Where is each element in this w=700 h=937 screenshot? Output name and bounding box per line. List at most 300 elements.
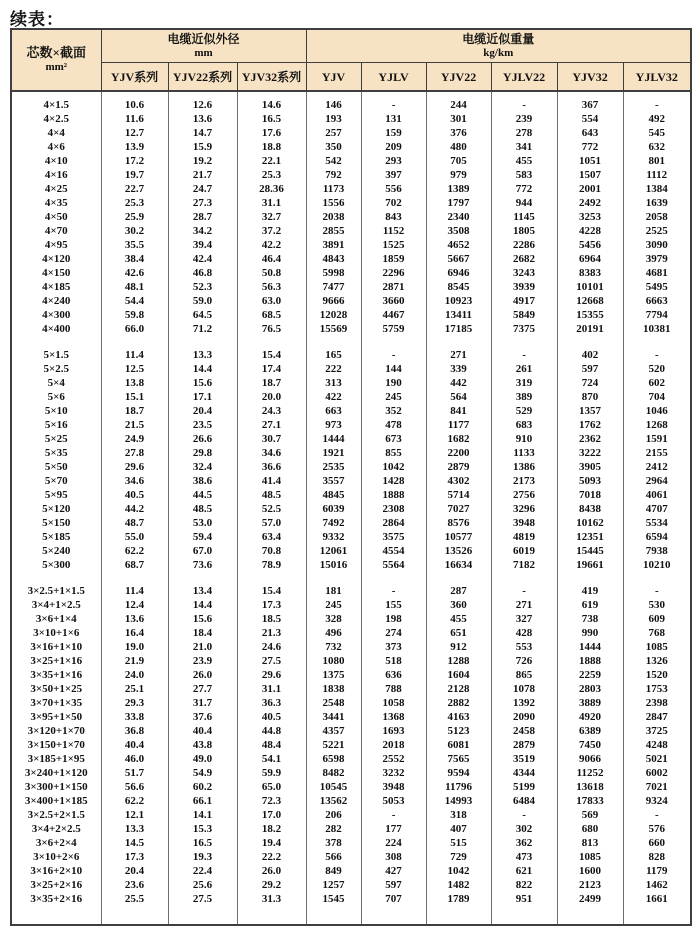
value-cell: 4467 [361,308,426,322]
value-cell: 27.3 [168,196,237,210]
value-cell: 42.6 [101,266,168,280]
value-cell: 13618 [557,780,623,794]
value-cell: 1859 [361,252,426,266]
value-cell: 301 [426,112,491,126]
value-cell: 1661 [623,892,691,906]
value-cell: 828 [623,850,691,864]
value-cell [491,336,557,348]
value-cell: 1368 [361,710,426,724]
value-cell: 1444 [306,432,361,446]
value-cell [168,906,237,925]
value-cell: 732 [306,640,361,654]
column-group-outer-diameter-label: 电缆近似外径 [167,32,240,46]
value-cell: 1753 [623,682,691,696]
value-cell: 1078 [491,682,557,696]
value-cell: 65.0 [237,780,306,794]
value-cell: 16.5 [168,836,237,850]
value-cell: 4652 [426,238,491,252]
value-cell: 37.2 [237,224,306,238]
value-cell: 48.7 [101,516,168,530]
value-cell: 2535 [306,460,361,474]
value-cell: 529 [491,404,557,418]
value-cell [361,91,426,98]
value-cell [623,91,691,98]
value-cell: 40.5 [101,488,168,502]
value-cell: 22.4 [168,864,237,878]
value-cell: 990 [557,626,623,640]
value-cell: 48.1 [101,280,168,294]
value-cell: 31.7 [168,696,237,710]
value-cell: 287 [426,584,491,598]
table-row [11,668,691,682]
value-cell: 17.2 [101,154,168,168]
value-cell: 1797 [426,196,491,210]
value-cell: 9066 [557,752,623,766]
spec-cell: 5×150 [11,516,101,530]
value-cell: 3948 [361,780,426,794]
value-cell: 144 [361,362,426,376]
table-row [11,696,691,710]
value-cell: 27.1 [237,418,306,432]
value-cell: 455 [491,154,557,168]
value-cell: 442 [426,376,491,390]
value-cell: 271 [426,348,491,362]
value-cell: 683 [491,418,557,432]
spec-cell [11,336,101,348]
value-cell: 16.5 [237,112,306,126]
value-cell: 1112 [623,168,691,182]
spec-cell: 3×4+2×2.5 [11,822,101,836]
value-cell: 31.1 [237,682,306,696]
value-cell: 6002 [623,766,691,780]
column-header-yjv: YJV [306,63,361,92]
value-cell: 32.4 [168,460,237,474]
value-cell: 10545 [306,780,361,794]
table-row [11,252,691,266]
value-cell: 36.8 [101,724,168,738]
value-cell: 46.8 [168,266,237,280]
value-cell: 30.7 [237,432,306,446]
value-cell: 13.3 [168,348,237,362]
value-cell: 619 [557,598,623,612]
value-cell: 206 [306,808,361,822]
table-row [11,502,691,516]
value-cell: - [491,98,557,112]
value-cell: 2847 [623,710,691,724]
value-cell: 10210 [623,558,691,572]
value-cell: 707 [361,892,426,906]
value-cell: 5534 [623,516,691,530]
spec-cell: 3×10+1×6 [11,626,101,640]
value-cell: 282 [306,822,361,836]
value-cell: 367 [557,98,623,112]
value-cell: 2200 [426,446,491,460]
value-cell: 944 [491,196,557,210]
value-cell: 56.3 [237,280,306,294]
table-row [11,654,691,668]
value-cell: 609 [623,612,691,626]
value-cell: 13.9 [101,140,168,154]
value-cell: 22.1 [237,154,306,168]
value-cell: 496 [306,626,361,640]
value-cell: 12.1 [101,808,168,822]
value-cell: 5199 [491,780,557,794]
value-cell: 257 [306,126,361,140]
value-cell: 4845 [306,488,361,502]
table-row [11,544,691,558]
value-cell: 72.3 [237,794,306,808]
value-cell: 352 [361,404,426,418]
value-cell: 9666 [306,294,361,308]
value-cell: - [361,98,426,112]
spec-cell: 4×4 [11,126,101,140]
value-cell: 3557 [306,474,361,488]
value-cell: 2259 [557,668,623,682]
value-cell: 34.6 [101,474,168,488]
value-cell: 973 [306,418,361,432]
value-cell: 4819 [491,530,557,544]
table-row [11,752,691,766]
value-cell: 9332 [306,530,361,544]
value-cell: 244 [426,98,491,112]
value-cell: 3725 [623,724,691,738]
value-cell: 59.9 [237,766,306,780]
table-row [11,348,691,362]
value-cell: 621 [491,864,557,878]
value-cell: 597 [361,878,426,892]
value-cell: - [623,348,691,362]
column-header-yjlv: YJLV [361,63,426,92]
value-cell: 2855 [306,224,361,238]
value-cell: 48.5 [168,502,237,516]
value-cell: 518 [361,654,426,668]
column-header-yjv22: YJV22 [426,63,491,92]
value-cell: 362 [491,836,557,850]
value-cell: 1179 [623,864,691,878]
table-row [11,710,691,724]
value-cell: 27.7 [168,682,237,696]
value-cell: - [623,584,691,598]
value-cell: 18.4 [168,626,237,640]
value-cell: 1384 [623,182,691,196]
value-cell: 4344 [491,766,557,780]
value-cell: 870 [557,390,623,404]
value-cell: 1600 [557,864,623,878]
value-cell: 1921 [306,446,361,460]
value-cell: 11.4 [101,348,168,362]
value-cell [361,906,426,925]
value-cell: 18.5 [237,612,306,626]
value-cell: 16.4 [101,626,168,640]
table-row [11,558,691,572]
table-row [11,210,691,224]
value-cell: 530 [623,598,691,612]
spec-cell: 4×25 [11,182,101,196]
value-cell: 542 [306,154,361,168]
value-cell: 165 [306,348,361,362]
value-cell: 19.7 [101,168,168,182]
value-cell: 7018 [557,488,623,502]
spec-cell: 3×70+1×35 [11,696,101,710]
value-cell: 2458 [491,724,557,738]
group-spacer-row [11,572,691,584]
value-cell: 1133 [491,446,557,460]
value-cell: 43.8 [168,738,237,752]
value-cell: 17185 [426,322,491,336]
value-cell: 7182 [491,558,557,572]
value-cell: 46.4 [237,252,306,266]
value-cell: 29.3 [101,696,168,710]
value-cell: 1051 [557,154,623,168]
value-cell: 455 [426,612,491,626]
value-cell: - [491,584,557,598]
value-cell: 6484 [491,794,557,808]
value-cell: 822 [491,878,557,892]
value-cell: 14.7 [168,126,237,140]
value-cell: 38.4 [101,252,168,266]
value-cell: 12.5 [101,362,168,376]
value-cell: 26.0 [237,864,306,878]
value-cell: 17.3 [237,598,306,612]
value-cell: 78.9 [237,558,306,572]
spec-cell: 3×25+2×16 [11,878,101,892]
value-cell: 55.0 [101,530,168,544]
value-cell: 376 [426,126,491,140]
value-cell: 951 [491,892,557,906]
value-cell: 67.0 [168,544,237,558]
value-cell: 339 [426,362,491,376]
value-cell: 313 [306,376,361,390]
table-row [11,418,691,432]
value-cell: 59.4 [168,530,237,544]
spec-cell: 5×35 [11,446,101,460]
value-cell: 4061 [623,488,691,502]
value-cell: 4357 [306,724,361,738]
value-cell: 1428 [361,474,426,488]
value-cell: 34.6 [237,446,306,460]
value-cell: 60.2 [168,780,237,794]
value-cell [306,91,361,98]
value-cell: 30.2 [101,224,168,238]
table-row [11,724,691,738]
value-cell: 5759 [361,322,426,336]
value-cell: 1444 [557,640,623,654]
value-cell: 23.9 [168,654,237,668]
value-cell: 5849 [491,308,557,322]
value-cell: 11252 [557,766,623,780]
value-cell: 556 [361,182,426,196]
spec-cell: 3×185+1×95 [11,752,101,766]
value-cell: 705 [426,154,491,168]
column-group-weight-label: 电缆近似重量 [462,32,535,46]
value-cell: 23.5 [168,418,237,432]
value-cell: 1545 [306,892,361,906]
value-cell: 44.2 [101,502,168,516]
value-cell [361,572,426,584]
table-row [11,238,691,252]
value-cell: 10101 [557,280,623,294]
value-cell: 274 [361,626,426,640]
value-cell: 25.3 [101,196,168,210]
value-cell: 13562 [306,794,361,808]
table-row [11,780,691,794]
value-cell: 15355 [557,308,623,322]
spec-cell: 5×50 [11,460,101,474]
value-cell [237,336,306,348]
value-cell: 3243 [491,266,557,280]
value-cell: 663 [306,404,361,418]
spec-cell: 5×70 [11,474,101,488]
value-cell: 7027 [426,502,491,516]
value-cell: 2155 [623,446,691,460]
value-cell: 224 [361,836,426,850]
value-cell: 36.6 [237,460,306,474]
value-cell: 4228 [557,224,623,238]
value-cell: 480 [426,140,491,154]
value-cell: 2803 [557,682,623,696]
value-cell: 6663 [623,294,691,308]
value-cell: 50.8 [237,266,306,280]
value-cell [623,336,691,348]
value-cell: 15.9 [168,140,237,154]
value-cell: 673 [361,432,426,446]
value-cell: 71.2 [168,322,237,336]
value-cell: 8438 [557,502,623,516]
value-cell: 15.4 [237,348,306,362]
spec-cell: 3×25+1×16 [11,654,101,668]
value-cell: 2296 [361,266,426,280]
value-cell: 12351 [557,530,623,544]
value-cell: 6598 [306,752,361,766]
value-cell: 15.6 [168,376,237,390]
value-cell: 478 [361,418,426,432]
spec-cell: 4×6 [11,140,101,154]
value-cell: 177 [361,822,426,836]
value-cell: 3948 [491,516,557,530]
value-cell: 865 [491,668,557,682]
value-cell [426,91,491,98]
value-cell: 15.6 [168,612,237,626]
value-cell: 308 [361,850,426,864]
value-cell: 68.7 [101,558,168,572]
value-cell: 2682 [491,252,557,266]
value-cell: 2552 [361,752,426,766]
value-cell: 6946 [426,266,491,280]
value-cell: 2340 [426,210,491,224]
value-cell: 17.1 [168,390,237,404]
value-cell: 40.4 [101,738,168,752]
spec-cell: 4×16 [11,168,101,182]
value-cell: 813 [557,836,623,850]
value-cell: - [361,348,426,362]
value-cell: 22.2 [237,850,306,864]
value-cell: 245 [306,598,361,612]
value-cell: 1389 [426,182,491,196]
table-row [11,474,691,488]
value-cell: 32.7 [237,210,306,224]
value-cell: 5667 [426,252,491,266]
value-cell: 910 [491,432,557,446]
value-cell: 5221 [306,738,361,752]
spec-cell: 3×10+2×6 [11,850,101,864]
value-cell: 14.4 [168,362,237,376]
value-cell: 389 [491,390,557,404]
value-cell: 4707 [623,502,691,516]
body-top-padding-row [11,91,691,98]
table-row [11,836,691,850]
value-cell: 181 [306,584,361,598]
table-row [11,308,691,322]
value-cell: 1375 [306,668,361,682]
value-cell: 341 [491,140,557,154]
table-body [11,91,691,925]
value-cell: 1805 [491,224,557,238]
spec-cell: 5×95 [11,488,101,502]
value-cell: 2128 [426,682,491,696]
value-cell: 7450 [557,738,623,752]
value-cell: 3891 [306,238,361,252]
value-cell: 222 [306,362,361,376]
value-cell: 2286 [491,238,557,252]
value-cell: 15016 [306,558,361,572]
value-cell: 25.3 [237,168,306,182]
value-cell: 5123 [426,724,491,738]
table-row [11,626,691,640]
value-cell: 912 [426,640,491,654]
value-cell [237,91,306,98]
value-cell: 13.6 [101,612,168,626]
value-cell: 4681 [623,266,691,280]
value-cell: 17.6 [237,126,306,140]
value-cell: 11.6 [101,112,168,126]
value-cell: - [491,348,557,362]
value-cell: 3660 [361,294,426,308]
value-cell [237,906,306,925]
value-cell: 27.8 [101,446,168,460]
value-cell: 278 [491,126,557,140]
value-cell: 38.6 [168,474,237,488]
spec-cell: 4×70 [11,224,101,238]
value-cell: 29.8 [168,446,237,460]
value-cell: - [361,584,426,598]
spec-cell: 3×150+1×70 [11,738,101,752]
value-cell: 3905 [557,460,623,474]
table-row [11,612,691,626]
value-cell: 27.5 [168,892,237,906]
value-cell: - [361,808,426,822]
value-cell: 302 [491,822,557,836]
value-cell: 15445 [557,544,623,558]
value-cell [491,572,557,584]
value-cell: 515 [426,836,491,850]
value-cell: 2882 [426,696,491,710]
table-row [11,516,691,530]
value-cell: 1268 [623,418,691,432]
spec-cell: 3×2.5+2×1.5 [11,808,101,822]
value-cell: 6019 [491,544,557,558]
spec-cell: 3×400+1×185 [11,794,101,808]
value-cell: 3979 [623,252,691,266]
value-cell: 21.0 [168,640,237,654]
value-cell: 51.7 [101,766,168,780]
value-cell: 569 [557,808,623,822]
spec-cell: 4×10 [11,154,101,168]
value-cell: 7794 [623,308,691,322]
value-cell: 24.9 [101,432,168,446]
value-cell: 8482 [306,766,361,780]
value-cell: 1693 [361,724,426,738]
value-cell: 26.6 [168,432,237,446]
